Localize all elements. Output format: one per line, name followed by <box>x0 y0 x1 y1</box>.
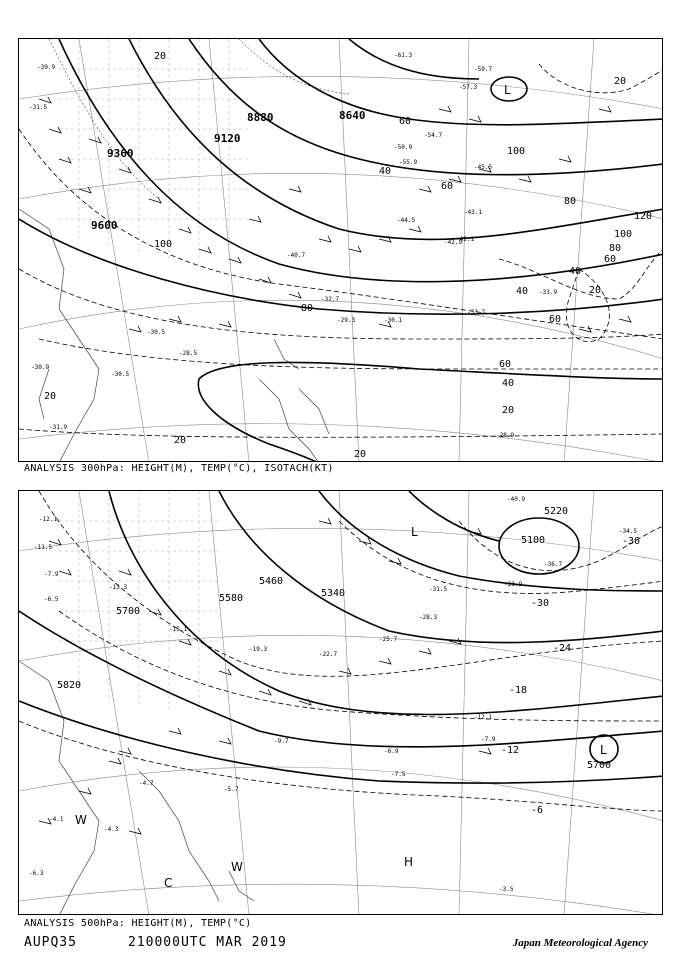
high-pressure-center-label: H <box>404 855 414 869</box>
temp-value: -61.3 <box>394 52 413 59</box>
height-label: 5220 <box>544 506 569 517</box>
height-label: 5340 <box>321 588 346 599</box>
valid-time: 210000UTC MAR 2019 <box>128 935 287 950</box>
temp-value: -28.3 <box>419 614 438 621</box>
temp-value: -40.9 <box>507 496 526 503</box>
isotach-label: 40 <box>502 378 515 389</box>
station-temperatures <box>29 496 637 893</box>
height-label: 5100 <box>521 535 546 546</box>
isotherm-label: -6 <box>531 805 544 816</box>
temp-value: -33.9 <box>539 289 558 296</box>
coastline <box>19 661 254 915</box>
isotach-label: 40 <box>516 286 529 297</box>
chart-id: AUPQ35 <box>24 935 77 950</box>
agency-name: Japan Meteorological Agency <box>512 937 648 949</box>
isotach-label: 60 <box>549 314 562 325</box>
temp-value: -29.3 <box>337 317 356 324</box>
temp-value: -19.3 <box>249 646 268 653</box>
temp-value: -13.3 <box>109 584 128 591</box>
height-label: 5820 <box>57 680 82 691</box>
isotach-label: 60 <box>499 359 512 370</box>
isotach-label: 20 <box>614 76 627 87</box>
isotach-label: 20 <box>154 51 167 62</box>
map-500hpa-canvas <box>19 491 663 915</box>
isotherm-label: -24 <box>553 643 572 654</box>
temp-value: -15.1 <box>169 626 188 633</box>
low-pressure-center-label: L <box>411 525 418 539</box>
height-label: 8880 <box>247 111 274 124</box>
isotach-label: 60 <box>604 254 617 265</box>
temp-value: -42.9 <box>444 239 463 246</box>
temp-value: -5.7 <box>224 786 239 793</box>
temp-value: -57.3 <box>459 84 478 91</box>
temp-value: -6.3 <box>29 870 44 877</box>
temp-value: -31.9 <box>49 424 68 431</box>
graticule <box>19 39 663 462</box>
map-300hpa-canvas <box>19 39 663 462</box>
height-label: 5700 <box>587 760 612 771</box>
isotherm-label: -36 <box>622 536 641 547</box>
station-temperatures <box>29 52 557 439</box>
temp-value: -44.5 <box>397 217 416 224</box>
temp-value: -30.5 <box>111 371 130 378</box>
isotach-label: 20 <box>589 285 602 296</box>
isotach-label: 100 <box>154 239 173 250</box>
height-label: 9600 <box>91 219 118 232</box>
analysis-grid <box>59 39 249 259</box>
temp-value: -31.5 <box>429 586 448 593</box>
map-panel-300hpa <box>18 38 663 462</box>
temp-value: -34.5 <box>619 528 638 535</box>
low-contour <box>499 518 579 574</box>
warm-center-label: W <box>75 813 87 827</box>
isotherm-label: -18 <box>509 685 528 696</box>
low-pressure-center-label: L <box>504 83 511 97</box>
temp-value: -30.5 <box>147 329 166 336</box>
isotach-label: 20 <box>174 435 187 446</box>
temp-value: -31.5 <box>29 104 48 111</box>
temp-value: -59.7 <box>474 66 493 73</box>
isotach-label: 100 <box>614 229 633 240</box>
cold-center-label: C <box>164 876 173 890</box>
temp-value: -39.9 <box>37 64 56 71</box>
temp-value: -3.5 <box>499 886 514 893</box>
temp-value: -4.1 <box>49 816 64 823</box>
temp-value: -43.1 <box>464 209 483 216</box>
temp-value: -55.9 <box>399 159 418 166</box>
temp-value: -30.9 <box>31 364 50 371</box>
height-label: 5580 <box>219 593 244 604</box>
isotach-label: 20 <box>502 405 515 416</box>
temp-value: -12.1 <box>474 714 493 721</box>
height-label: 9360 <box>107 147 134 160</box>
graticule <box>19 491 663 915</box>
temp-value: -45.5 <box>474 164 493 171</box>
isotach-label: 80 <box>609 243 622 254</box>
temp-value: -7.5 <box>391 771 406 778</box>
temp-value: -28.5 <box>179 350 198 357</box>
temp-value: -9.7 <box>274 738 289 745</box>
isotach-label: 120 <box>634 211 653 222</box>
isotach-label: 80 <box>564 196 577 207</box>
height-label: 9120 <box>214 132 241 145</box>
isotach-label: 40 <box>569 266 582 277</box>
isotherm-label: -12 <box>501 745 520 756</box>
caption-300hpa: ANALYSIS 300hPa: HEIGHT(M), TEMP(°C), ISOTACH(KT) <box>24 463 334 474</box>
height-label: 5460 <box>259 576 284 587</box>
map-panel-500hpa <box>18 490 663 915</box>
isotherm-label: -30 <box>531 598 550 609</box>
isotach-label: 20 <box>354 449 367 460</box>
temp-value: -11.5 <box>34 544 53 551</box>
temp-value: -12.1 <box>39 516 58 523</box>
temp-value: -25.7 <box>379 636 398 643</box>
low-pressure-center-label: L <box>600 743 607 757</box>
temp-value: -7.9 <box>481 736 496 743</box>
temp-value: -28.9 <box>496 432 515 439</box>
temp-value: -23.9 <box>504 581 523 588</box>
temp-value: -4.7 <box>139 780 154 787</box>
temp-value: -32.7 <box>321 296 340 303</box>
height-contours <box>19 39 663 462</box>
height-label: 5700 <box>116 606 141 617</box>
warm-center-label: W <box>231 860 243 874</box>
caption-500hpa: ANALYSIS 500hPa: HEIGHT(M), TEMP(°C) <box>24 918 252 929</box>
isotach-label: 60 <box>399 116 412 127</box>
temp-value: -42.1 <box>456 236 475 243</box>
temp-value: -40.7 <box>287 252 306 259</box>
temp-value: -7.9 <box>44 571 59 578</box>
temp-value: -22.7 <box>319 651 338 658</box>
temp-value: -36.7 <box>544 561 563 568</box>
temp-value: -30.1 <box>384 317 403 324</box>
temp-value: -6.5 <box>44 596 59 603</box>
isotach-label: 100 <box>507 146 526 157</box>
temp-value: -4.3 <box>104 826 119 833</box>
temp-value: -33.7 <box>467 309 486 316</box>
isotach-label: 60 <box>441 181 454 192</box>
isotach-label: 20 <box>44 391 57 402</box>
height-label: 8640 <box>339 109 366 122</box>
temp-value: -50.9 <box>394 144 413 151</box>
isotach-label: 40 <box>379 166 392 177</box>
temp-value: -54.7 <box>424 132 443 139</box>
temp-value: -6.9 <box>384 748 399 755</box>
isotach-label: 80 <box>301 303 314 314</box>
